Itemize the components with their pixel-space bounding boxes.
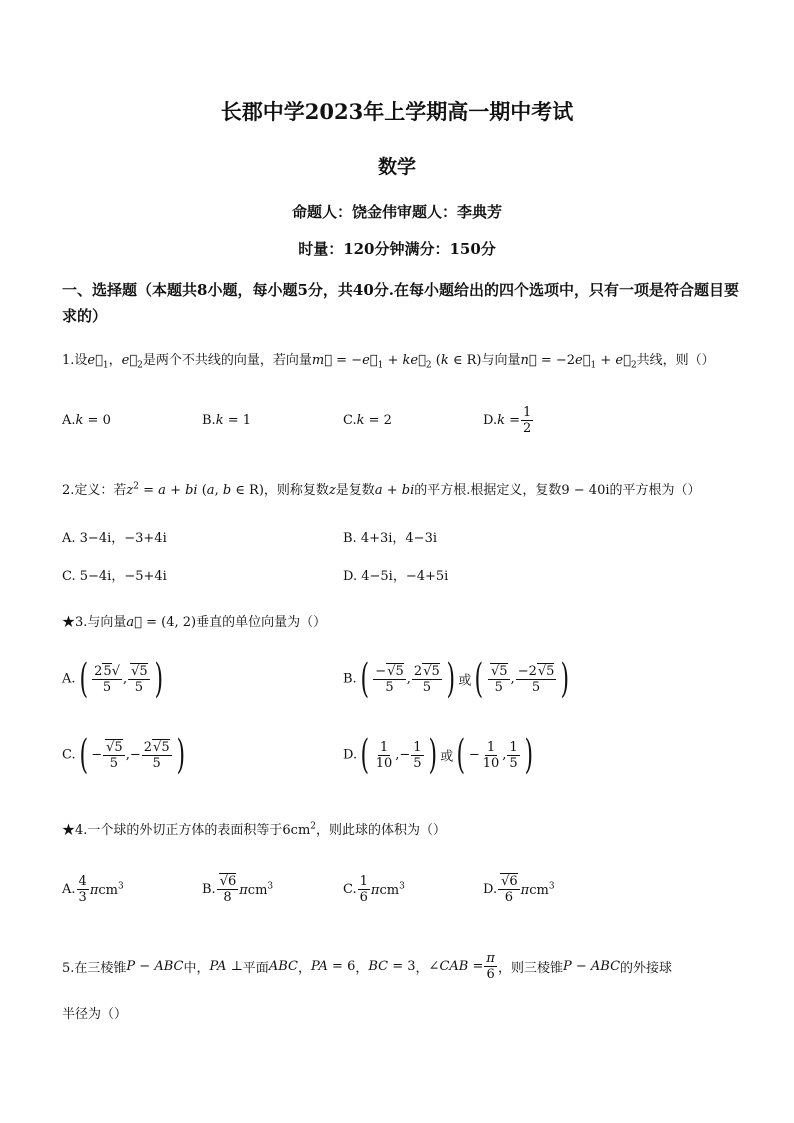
q1-prefix: 1.设 (62, 353, 88, 368)
q1-option-b: B.k = 1 (202, 413, 251, 428)
q3-option-b: B.( $\frac{-√5}{5}$ , $\frac{2√5}{5}$ ) 或( $\frac{√5}{5}$ , $\frac{-2√5}{5}$ ) (343, 656, 570, 702)
question-5-line-2: 半径为（） (62, 1007, 128, 1022)
q4-option-a: A. $\frac{4}{3}$ πcm$^3$ (62, 874, 124, 905)
q1-mid2: 与向量 (481, 353, 521, 368)
time-score-line: 时量：120分钟满分：150分 (298, 240, 496, 258)
question-1: 1.设$e⃗_1$，$e⃗_2$是两个不共线的向量，若向量m⃗ = $-e⃗_1$ + $ke⃗_2$ (k ∈ R)与向量n⃗ = $-2e⃗_1$ + $e⃗_2$共线，则（） (62, 353, 715, 371)
q2-option-d: D. 4−5i，−4+5i (343, 569, 449, 584)
section-heading: 一、选择题（本题共8小题，每小题5分，共40分.在每小题给出的四个选项中，只有一项是符合题目要求的） (62, 281, 739, 325)
q1-option-c: C.k = 2 (343, 413, 392, 428)
authors-line: 命题人：饶金伟审题人：李典芳 (291, 203, 502, 221)
q4-option-c: C. $\frac{1}{6}$ πcm$^3$ (343, 874, 405, 905)
q3-option-c: C.( − $\frac{√5}{5}$ ,− $\frac{2√5}{5}$ ) (62, 732, 185, 778)
q2-option-c: C. 5−4i，−5+4i (62, 569, 167, 584)
q1-mid1: 是两个不共线的向量，若向量 (142, 353, 312, 368)
q3-option-a: A.( $\frac{25√}{5}$ , $\frac{√5}{5}$ ) (62, 656, 163, 702)
q2-option-b: B. 4+3i，4−3i (343, 531, 438, 546)
question-4: ★4.一个球的外切正方体的表面积等于$6cm^2$，则此球的体积为（） (62, 821, 447, 838)
question-3: ★3.与向量a⃗ = (4, 2)垂直的单位向量为（） (62, 615, 327, 630)
q3-option-d: D.( $\frac{1}{10}$ ,− $\frac{1}{5}$ ) 或( − $\frac{1}{10}$ , $\frac{1}{5}$ ) (343, 732, 533, 778)
question-2: 2.定义：若$z^2 = a$ + bi (a, b ∈ R)，则称复数z是复数a + bi的平方根.根据定义，复数9 − 40i的平方根为（） (62, 481, 701, 498)
q1-option-a: A.k = 0 (62, 413, 111, 428)
q4-option-d: D. $\frac{√6}{6}$ πcm$^3$ (483, 874, 555, 905)
q1-suffix: 共线，则（） (636, 353, 715, 368)
subject-title: 数学 (377, 156, 416, 178)
q1-option-d: D.k = $\frac{1}{2}$ (483, 405, 532, 436)
q2-option-a: A. 3−4i，−3+4i (62, 531, 167, 546)
q4-option-b: B. $\frac{√6}{8}$ πcm$^3$ (202, 874, 274, 905)
question-5: 5.在三棱锥P − ABC中，PA ⊥平面ABC，PA = 6，BC = 3，∠CAB = $\frac{\pi}{6}$ ，则三棱锥P − ABC的外接球 (62, 951, 673, 982)
exam-title: 长郡中学2023年上学期高一期中考试 (220, 99, 574, 124)
